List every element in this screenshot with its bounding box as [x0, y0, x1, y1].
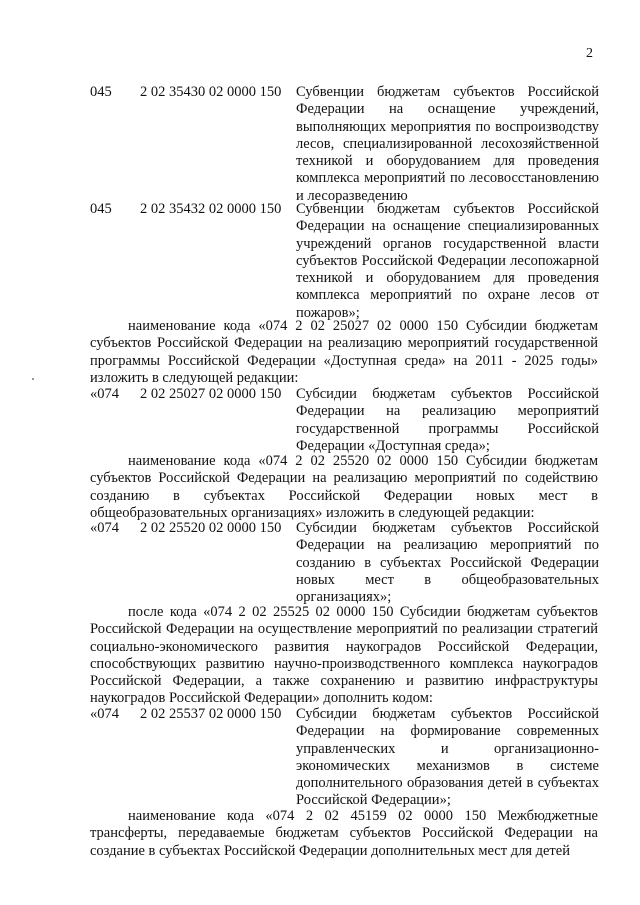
admin-code: 045 — [90, 84, 112, 100]
amendment-paragraph: после кода «074 2 02 25525 02 0000 150 Субсидии бюджетам субъектов Российской Федерации на осуществление мероприятий по реализации стратегий социально-экономического развития наукоградов Российской Федерации, способствующих развитию научно-производственного комплекса наукоградов Российской Федерации, а также сохранению и развитию инфраструктуры наукоградов Российской Федерации» дополнить кодом: — [90, 604, 598, 707]
code-description: Субсидии бюджетам субъектов Российской Федерации на реализацию мероприятий по созданию в субъектах Российской Федерации новых мест в общеобразовательных организациях»; — [296, 520, 599, 606]
budget-code: 2 02 25520 02 0000 150 — [140, 520, 282, 536]
code-description: Субвенции бюджетам субъектов Российской Федерации на оснащение специализированных учреждений органов государственной власти субъектов Российской Федерации лесопожарной техникой и оборудованием для проведения комплекса мероприятий по охране лесов от пожаров»; — [296, 201, 599, 321]
code-description: Субсидии бюджетам субъектов Российской Федерации на реализацию мероприятий государственной программы Российской Федерации «Доступная среда»; — [296, 386, 599, 454]
code-description: Субсидии бюджетам субъектов Российской Федерации на формирование современных управленческих и организационно-экономических механизмов в системе дополнительного образования детей в субъектах Российской Федерации»; — [296, 706, 599, 809]
budget-code: 2 02 25537 02 0000 150 — [140, 706, 282, 722]
scan-speck — [32, 378, 34, 380]
budget-code: 2 02 35432 02 0000 150 — [140, 201, 282, 217]
budget-code: 2 02 35430 02 0000 150 — [140, 84, 282, 100]
admin-code: «074 — [90, 520, 119, 536]
page-number: 2 — [586, 46, 593, 61]
budget-code: 2 02 25027 02 0000 150 — [140, 386, 282, 402]
admin-code: «074 — [90, 386, 119, 402]
admin-code: 045 — [90, 201, 112, 217]
code-description: Субвенции бюджетам субъектов Российской Федерации на оснащение учреждений, выполняющих мероприятия по воспроизводству лесов, специализированной лесохозяйственной техникой и оборудованием для проведения комплекса мероприятий по лесовосстановлению и лесоразведению — [296, 84, 599, 204]
amendment-paragraph: наименование кода «074 2 02 25520 02 0000 150 Субсидии бюджетам субъектов Российской Федерации на реализацию мероприятий по содействию созданию в субъектах Российской Федерации новых мест в общеобразовательных организациях» изложить в следующей редакции: — [90, 453, 598, 521]
amendment-paragraph: наименование кода «074 2 02 45159 02 0000 150 Межбюджетные трансферты, передаваемые бюджетам субъектов Российской Федерации на создание в субъектах Российской Федерации дополнительных мест для детей — [90, 808, 598, 859]
amendment-paragraph: наименование кода «074 2 02 25027 02 0000 150 Субсидии бюджетам субъектов Российской Федерации на реализацию мероприятий государственной программы Российской Федерации «Доступная среда» на 2011 - 2025 годы» изложить в следующей редакции: — [90, 318, 598, 386]
admin-code: «074 — [90, 706, 119, 722]
